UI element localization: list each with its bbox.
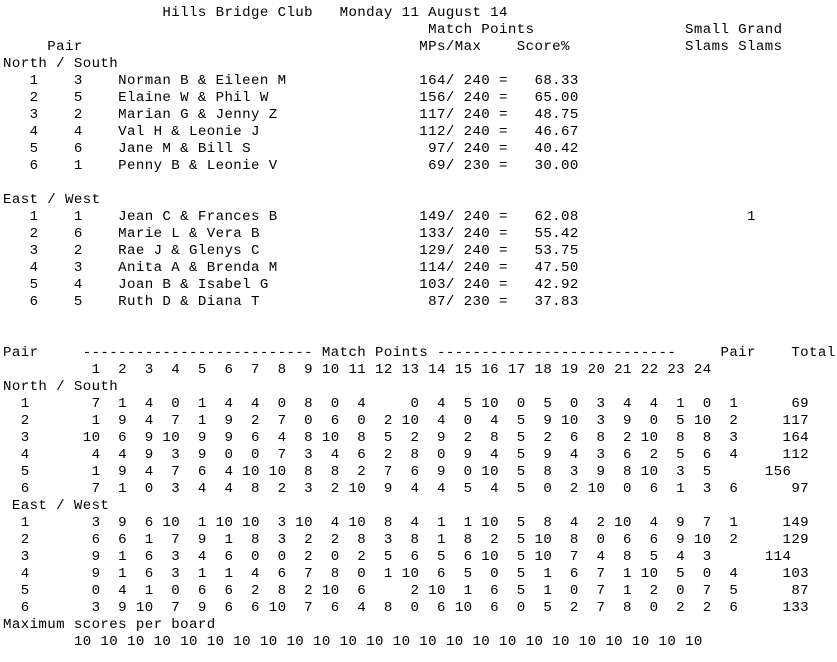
sheet-line: 6 5 Ruth D & Diana T 87/ 230 = 37.83	[3, 294, 579, 310]
sheet-line: 2 1 9 4 7 1 9 2 7 0 6 0 2 10 4 0 4 5 9 10 3 9 0 5 10 2 117	[3, 413, 810, 429]
sheet-line: 3 2 Marian G & Jenny Z 117/ 240 = 48.75	[3, 107, 579, 123]
sheet-line: Match Points Small Grand	[3, 22, 783, 38]
sheet-line: East / West	[3, 498, 110, 514]
sheet-line: 2 5 Elaine W & Phil W 156/ 240 = 65.00	[3, 90, 579, 106]
sheet-line: Hills Bridge Club Monday 11 August 14	[3, 5, 508, 21]
sheet-line	[3, 175, 836, 192]
sheet-line: 2 6 Marie L & Vera B 133/ 240 = 55.42	[3, 226, 579, 242]
sheet-line	[3, 328, 836, 345]
sheet-line: Pair -------------------------- Match Points --------------------------- Pair Total	[3, 345, 836, 361]
sheet-line: 4 3 Anita A & Brenda M 114/ 240 = 47.50	[3, 260, 579, 276]
sheet-line: 6 3 9 10 7 9 6 6 10 7 6 4 8 0 6 10 6 0 5 2 7 8 0 2 2 6 133	[3, 600, 810, 616]
sheet-line: 1 1 Jean C & Frances B 149/ 240 = 62.08 1	[3, 209, 756, 225]
sheet-line: 6 1 Penny B & Leonie V 69/ 230 = 30.00	[3, 158, 579, 174]
results-sheet	[3, 5, 836, 651]
sheet-line: East / West	[3, 192, 101, 208]
sheet-line: 4 4 4 9 3 9 0 0 7 3 4 6 2 8 0 9 4 5 9 4 3 6 2 5 6 4 112	[3, 447, 810, 463]
sheet-line: 2 6 6 1 7 9 1 8 3 2 2 8 3 8 1 8 2 5 10 8 0 6 6 9 10 2 129	[3, 532, 810, 548]
sheet-line: North / South	[3, 56, 119, 72]
sheet-line: 5 1 9 4 7 6 4 10 10 8 8 2 7 6 9 0 10 5 8 3 9 8 10 3 5 156	[3, 464, 792, 480]
sheet-line: 4 9 1 6 3 1 1 4 6 7 8 0 1 10 6 5 0 5 1 6 7 1 10 5 0 4 103	[3, 566, 810, 582]
sheet-line: 5 6 Jane M & Bill S 97/ 240 = 40.42	[3, 141, 579, 157]
sheet-line: 3 10 6 9 10 9 9 6 4 8 10 8 5 2 9 2 8 5 2 6 8 2 10 8 8 3 164	[3, 430, 810, 446]
sheet-line: 10 10 10 10 10 10 10 10 10 10 10 10 10 10 10 10 10 10 10 10 10 10 10 10	[3, 634, 703, 650]
sheet-line: 1 2 3 4 5 6 7 8 9 10 11 12 13 14 15 16 17 18 19 20 21 22 23 24	[3, 362, 712, 378]
sheet-line: North / South	[3, 379, 119, 395]
sheet-line: 3 2 Rae J & Glenys C 129/ 240 = 53.75	[3, 243, 579, 259]
sheet-line: 4 4 Val H & Leonie J 112/ 240 = 46.67	[3, 124, 579, 140]
sheet-line: 3 9 1 6 3 4 6 0 0 2 0 2 5 6 5 6 10 5 10 7 4 8 5 4 3 114	[3, 549, 792, 565]
sheet-line: 1 7 1 4 0 1 4 4 0 8 0 4 0 4 5 10 0 5 0 3 4 4 1 0 1 69	[3, 396, 810, 412]
sheet-line: 5 0 4 1 0 6 6 2 8 2 10 6 2 10 1 6 5 1 0 7 1 2 0 7 5 87	[3, 583, 810, 599]
sheet-line: 1 3 9 6 10 1 10 10 3 10 4 10 8 4 1 1 10 5 8 4 2 10 4 9 7 1 149	[3, 515, 810, 531]
sheet-line: Pair MPs/Max Score% Slams Slams	[3, 39, 783, 55]
sheet-line: 5 4 Joan B & Isabel G 103/ 240 = 42.92	[3, 277, 579, 293]
sheet-line: 6 7 1 0 3 4 4 8 2 3 2 10 9 4 4 5 4 5 0 2 10 0 6 1 3 6 97	[3, 481, 810, 497]
sheet-line: 1 3 Norman B & Eileen M 164/ 240 = 68.33	[3, 73, 579, 89]
sheet-line: Maximum scores per board	[3, 617, 216, 633]
sheet-line	[3, 311, 836, 328]
